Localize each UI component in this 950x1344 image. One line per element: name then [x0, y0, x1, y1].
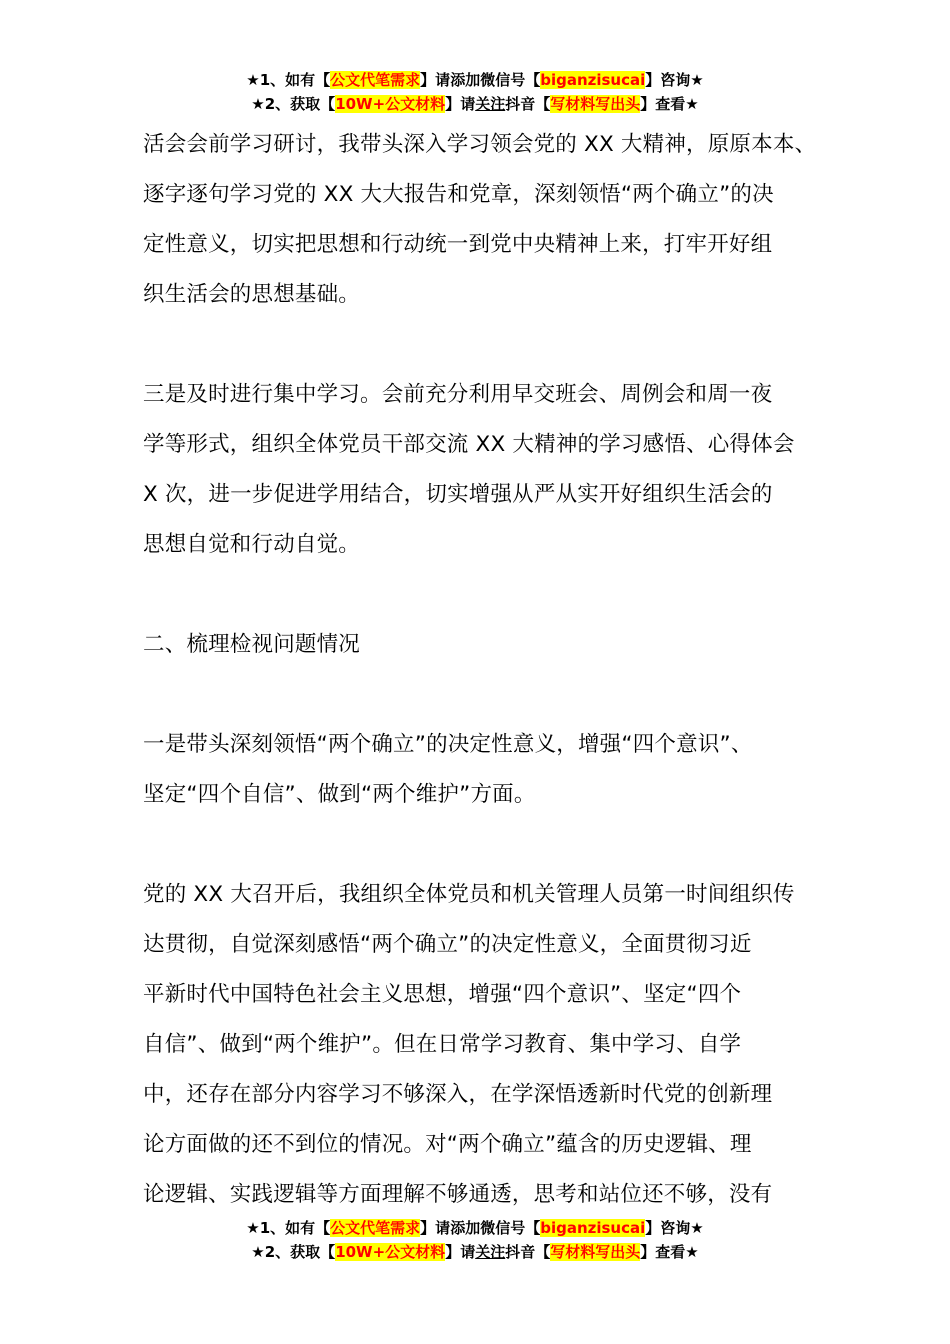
- text-line: 论方面做的还不到位的情况。对“两个确立”蕴含的历史逻辑、理: [143, 1132, 752, 1157]
- banner-text: 】请: [445, 95, 476, 113]
- paragraph-gap: [143, 820, 823, 870]
- banner-line-2: [0, 1240, 950, 1264]
- banner-line-1: [0, 1216, 950, 1240]
- footer-banner: [0, 1216, 950, 1264]
- text-line: 一是带头深刻领悟“两个确立”的决定性意义，增强“四个意识”、: [143, 732, 753, 757]
- banner-text: 】请: [420, 1219, 451, 1237]
- banner-text: ★2、获取【: [251, 95, 336, 113]
- banner-text: 】咨询★: [645, 71, 704, 89]
- text-line: 活会会前学习研讨，我带头深入学习领会党的 XX 大精神，原原本本、: [143, 132, 817, 157]
- banner-text: 抖音【: [505, 95, 551, 113]
- text-line: 定性意义，切实把思想和行动统一到党中央精神上来，打牢开好组: [143, 232, 773, 257]
- banner-text: 】咨询★: [645, 1219, 704, 1237]
- paragraph-point-one: [143, 720, 823, 820]
- wechat-id: biganzisucai: [540, 71, 646, 89]
- douyin-account: 写材料写出头: [550, 1243, 641, 1261]
- highlight-text: 公文代笔需求: [330, 1219, 421, 1237]
- banner-text: 抖音【: [505, 1243, 551, 1261]
- text-line: 平新时代中国特色社会主义思想，增强“四个意识”、坚定“四个: [143, 982, 742, 1007]
- banner-text: 】查看★: [640, 95, 699, 113]
- paragraph-study-discussion: [143, 120, 823, 320]
- text-line: 坚定“四个自信”、做到“两个维护”方面。: [143, 782, 536, 807]
- douyin-account: 写材料写出头: [550, 95, 641, 113]
- text-line: 思想自觉和行动自觉。: [143, 532, 361, 557]
- banner-text: 微信号【: [480, 1219, 541, 1237]
- paragraph-gap: [143, 320, 823, 370]
- text-line: 织生活会的思想基础。: [143, 282, 361, 307]
- wechat-id: biganzisucai: [540, 1219, 646, 1237]
- paragraph-gap: [143, 570, 823, 620]
- section-heading: [143, 620, 823, 670]
- highlight-text: 10W+公文材料: [335, 95, 446, 113]
- emphasis-text: 关注: [475, 95, 506, 113]
- paragraph-gap: [143, 670, 823, 720]
- text-line: 自信”、做到“两个维护”。但在日常学习教育、集中学习、自学: [143, 1032, 742, 1057]
- banner-text: 】请: [445, 1243, 476, 1261]
- banner-text: 微信号【: [480, 71, 541, 89]
- highlight-text: 公文代笔需求: [330, 71, 421, 89]
- heading-text: 二、梳理检视问题情况: [143, 632, 361, 657]
- text-line: 论逻辑、实践逻辑等方面理解不够通透，思考和站位还不够，没有: [143, 1182, 773, 1207]
- emphasis-text: 添加: [450, 1219, 481, 1237]
- emphasis-text: 添加: [450, 71, 481, 89]
- paragraph-problem-description: [143, 870, 823, 1220]
- text-line: 党的 XX 大召开后，我组织全体党员和机关管理人员第一时间组织传: [143, 882, 795, 907]
- banner-text: ★1、如有【: [246, 71, 331, 89]
- highlight-text: 10W+公文材料: [335, 1243, 446, 1261]
- text-line: 中，还存在部分内容学习不够深入，在学深悟透新时代党的创新理: [143, 1082, 773, 1107]
- paragraph-centralized-study: [143, 370, 823, 570]
- document-body: [143, 120, 823, 1220]
- emphasis-text: 关注: [475, 1243, 506, 1261]
- banner-text: 】查看★: [640, 1243, 699, 1261]
- banner-text: ★1、如有【: [246, 1219, 331, 1237]
- header-banner: [0, 68, 950, 116]
- banner-line-1: [0, 68, 950, 92]
- banner-text: 】请: [420, 71, 451, 89]
- text-line: X 次，进一步促进学用结合，切实增强从严从实开好组织生活会的: [143, 482, 773, 507]
- text-line: 逐字逐句学习党的 XX 大大报告和党章，深刻领悟“两个确立”的决: [143, 182, 774, 207]
- text-line: 达贯彻，自觉深刻感悟“两个确立”的决定性意义，全面贯彻习近: [143, 932, 752, 957]
- banner-line-2: [0, 92, 950, 116]
- banner-text: ★2、获取【: [251, 1243, 336, 1261]
- text-line: 学等形式，组织全体党员干部交流 XX 大精神的学习感悟、心得体会: [143, 432, 795, 457]
- text-line: 三是及时进行集中学习。会前充分利用早交班会、周例会和周一夜: [143, 382, 773, 407]
